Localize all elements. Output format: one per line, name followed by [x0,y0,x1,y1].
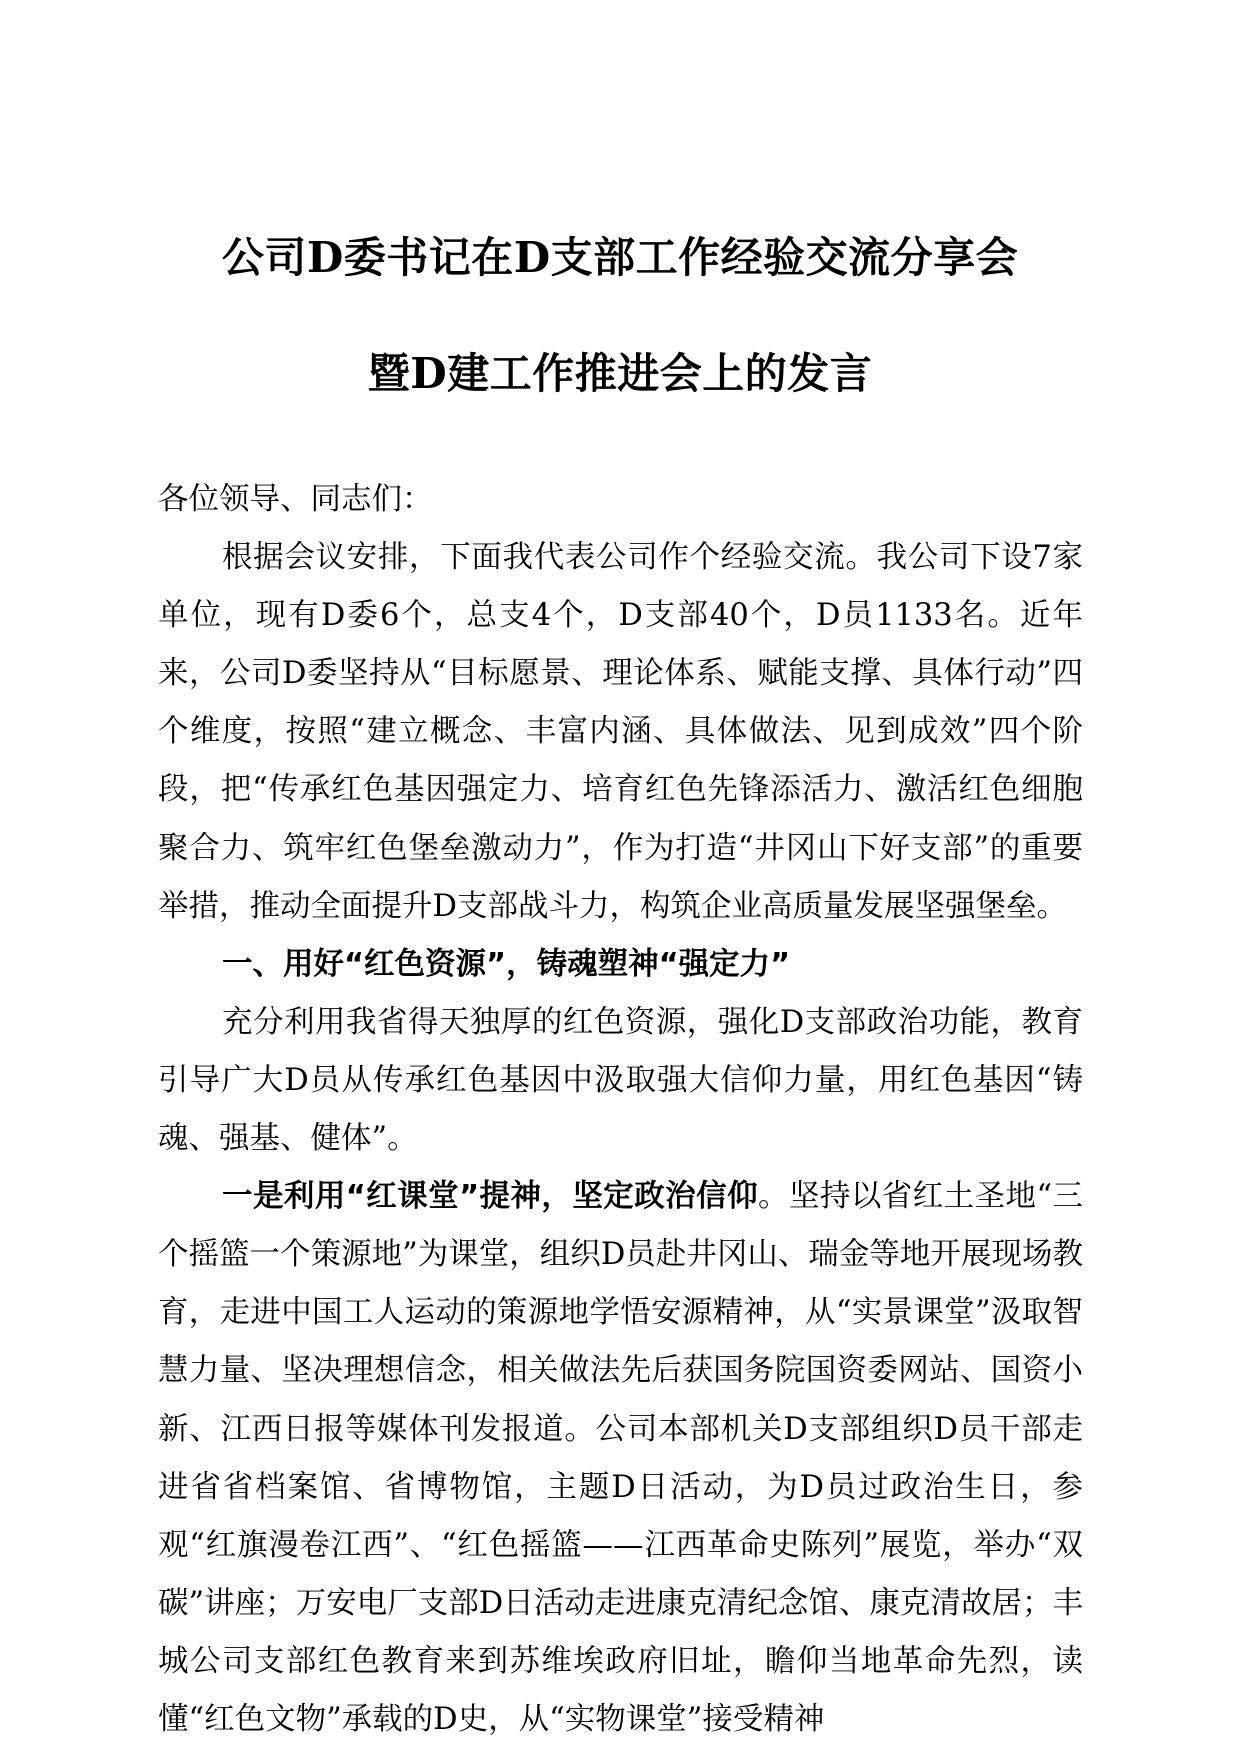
item-1-lead: 一是利用“红课堂”提神，坚定政治信仰 [222,1179,759,1215]
section-heading-1: 一、用好“红色资源”，铸魂塑神“强定力” [222,946,791,982]
salutation: 各位领导、同志们： [158,482,433,517]
section-1-paragraph: 充分利用我省得天独厚的红色资源，强化D支部政治功能，教育引导广大D员从传承红色基因中汲取强大信仰力量，用红色基因“铸魂、强基、健体”。 [158,1004,1083,1157]
intro-paragraph: 根据会议安排，下面我代表公司作个经验交流。我公司下设7家单位，现有D委6个，总支4个，D支部40个，D员1133名。近年来，公司D委坚持从“目标愿景、理论体系、赋能支撑、具体行动”四个维度，按照“建立概念、丰富内涵、具体做法、见到成效”四个阶段，把“传承红色基因强定力、培育红色先锋添活力、激活红色细胞聚合力、筑牢红色堡垒激动力”，作为打造“井冈山下好支部”的重要举措，推动全面提升D支部战斗力，构筑企业高质量发展坚强堡垒。 [158,540,1083,924]
document-title-line-2: 暨D建工作推进会上的发言 [367,349,873,398]
item-1-text: 。坚持以省红土圣地“三个摇篮一个策源地”为课堂，组织D员赴井冈山、瑞金等地开展现场教育，走进中国工人运动的策源地学悟安源精神，从“实景课堂”汲取智慧力量、坚决理想信念，相关做法先后获国务院国资委网站、国资小新、江西日报等媒体刊发报道。公司本部机关D支部组织D员干部走进省省档案馆、省博物馆，主题D日活动，为D员过政治生日，参观“红旗漫卷江西”、“红色摇篮——江西革命史陈列”展览，举办“双碳”讲座；万安电厂支部D日活动走进康克清纪念馆、康克清故居；丰城公司支部红色教育来到苏维埃政府旧址，瞻仰当地革命先烈，读懂“红色文物”承载的D史，从“实物课堂”接受精神 [158,1179,1084,1737]
document-body [158,471,1083,1749]
item-1-paragraph [158,1168,1083,1749]
document-title-line-1: 公司D委书记在D支部工作经验交流分享会 [221,233,1019,282]
